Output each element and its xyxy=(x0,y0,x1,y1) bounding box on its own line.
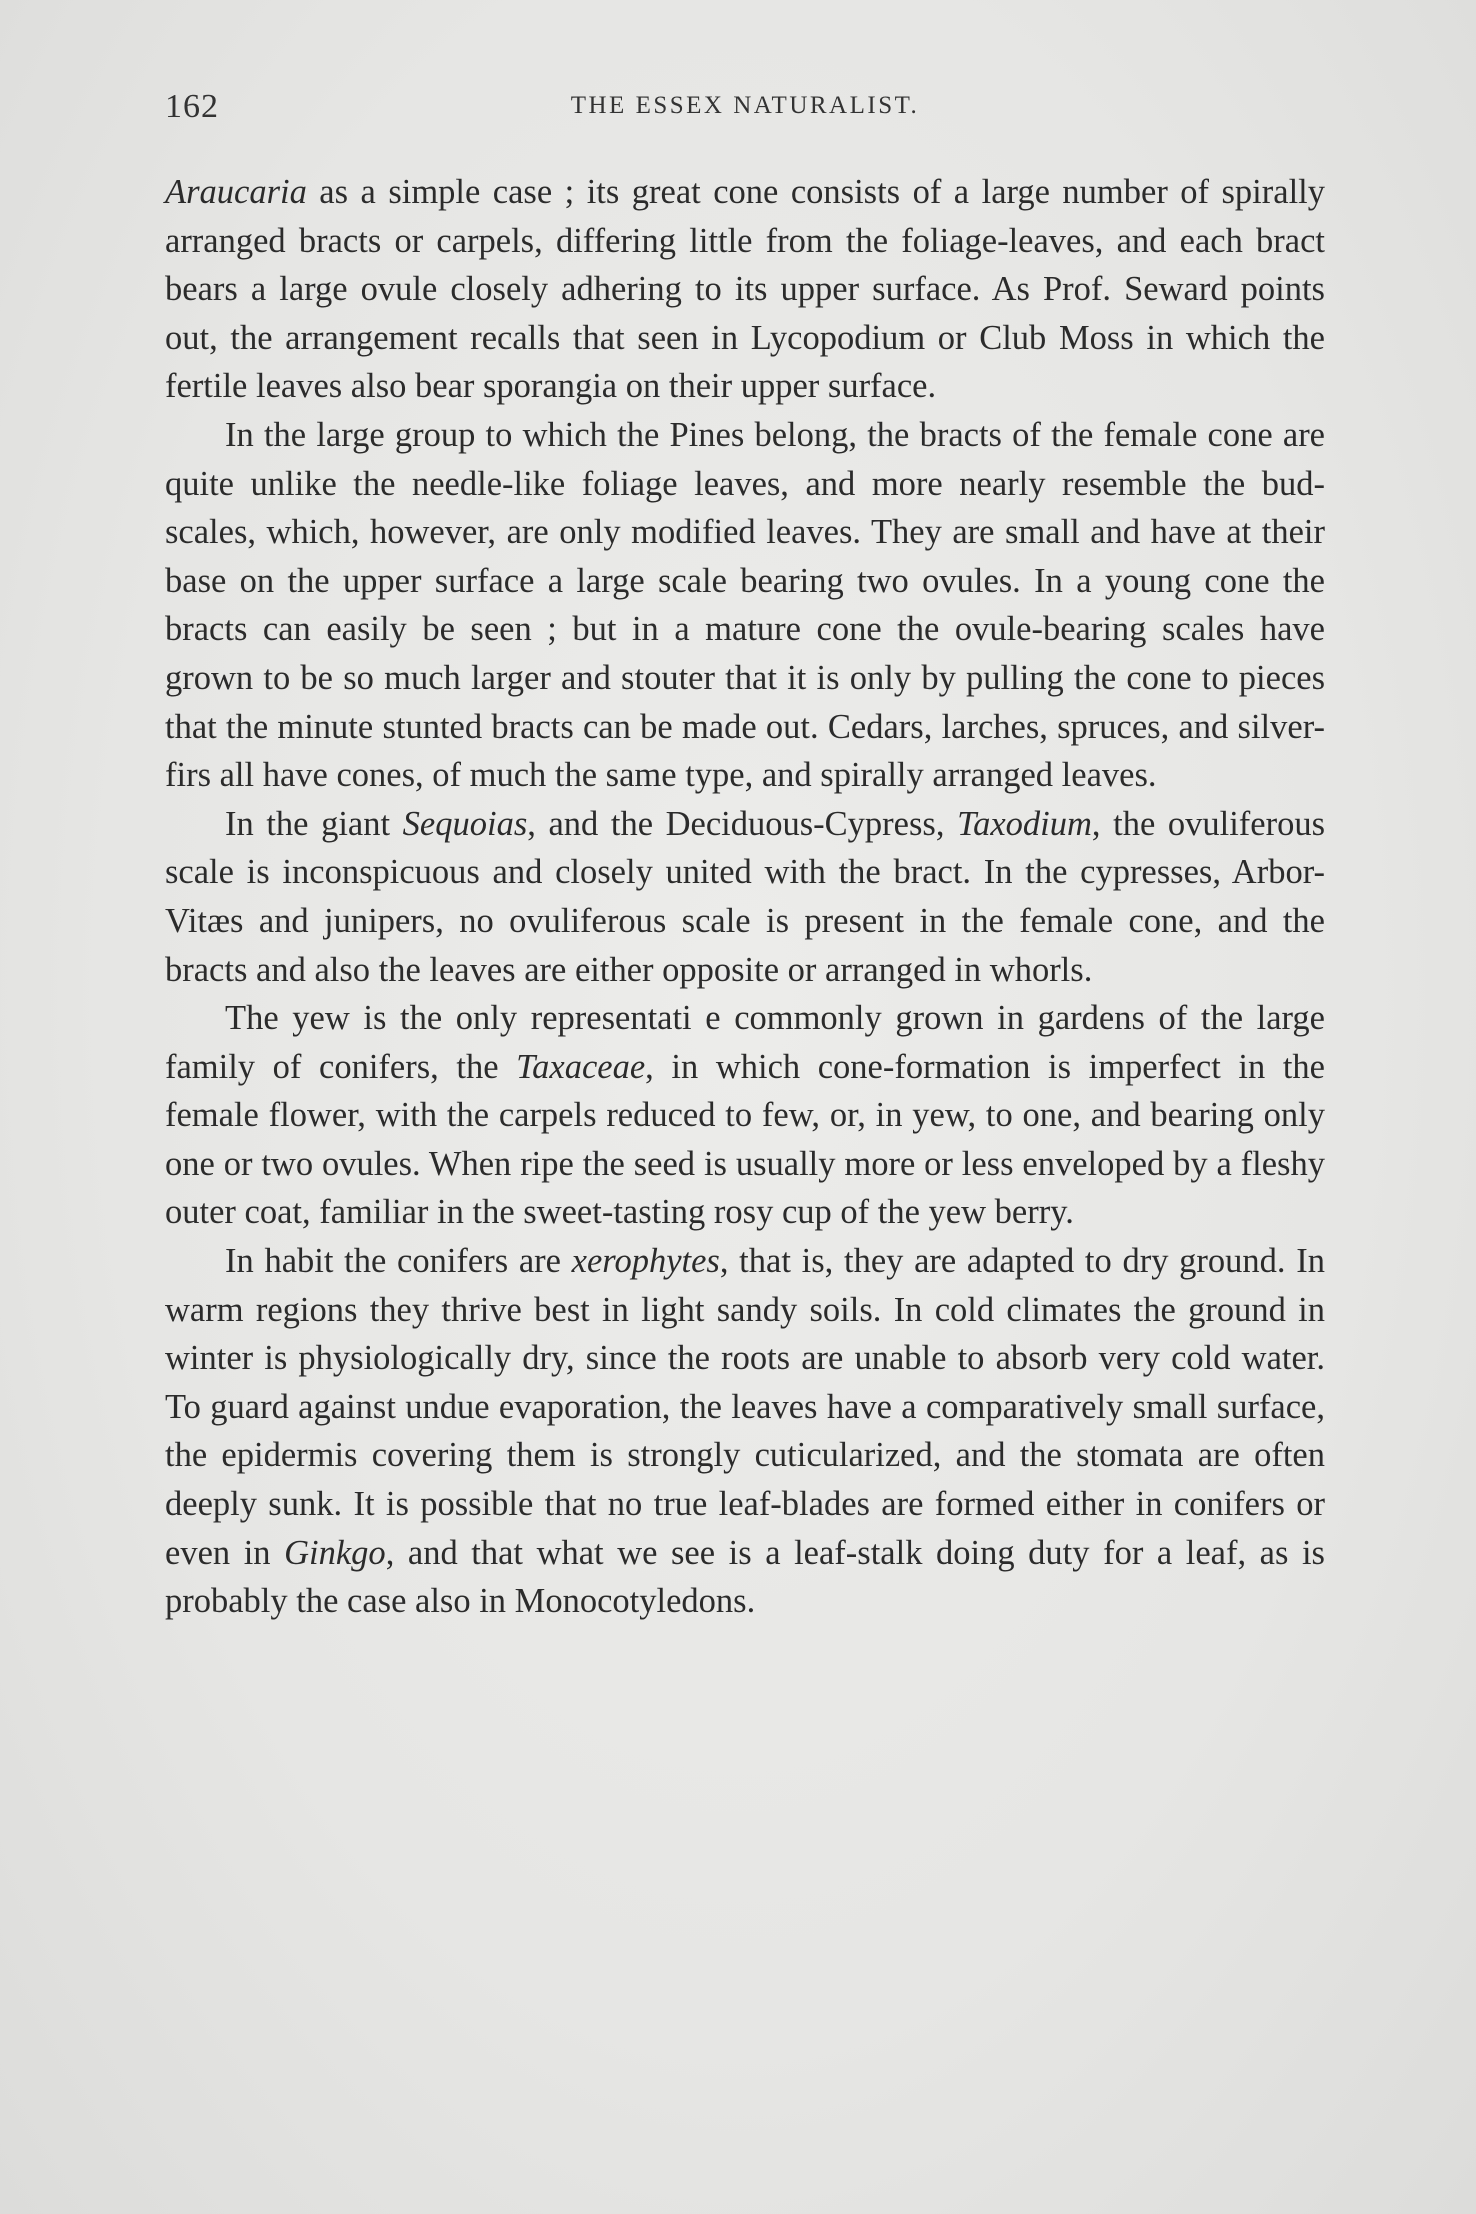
italic-term: Ginkgo xyxy=(284,1533,386,1572)
text-run: , and that what we see is a leaf-stalk doing duty for a leaf, as is probably the case also in Monocotyledons. xyxy=(165,1533,1325,1621)
paragraph xyxy=(165,411,1325,800)
italic-term: Taxodium xyxy=(957,804,1092,843)
text-run: , and the Deciduous-Cypress, xyxy=(527,804,958,843)
text-run: In the giant xyxy=(225,804,403,843)
italic-term: Sequoias xyxy=(402,804,528,843)
running-head: THE ESSEX NATURALIST. xyxy=(570,92,920,119)
text-run: , that is, they are adapted to dry ground. In warm regions they thrive best in light sandy soils. In cold climates the ground in winter is physiologically dry, since the roots are unable to absorb very cold water. To guard against undue evaporation, the leaves have a comparatively small surface, the epidermis covering them is strongly cuticularized, and the stomata are often deeply sunk. It is possible that no true leaf-blades are formed either in conifers or even in xyxy=(165,1242,1325,1572)
text-run: In the large group to which the Pines belong, the bracts of the female cone are quite unlike the needle-like foliage leaves, and more nearly resemble the bud-scales, which, however, are only modified leaves. They are small and have at their base on the upper surface a large scale bearing two ovules. In a young cone the bracts can easily be seen ; but in a mature cone the ovule-bearing scales have grown to be so much larger and stouter that it is only by pulling the cone to pieces that the minute stunted bracts can be made out. Cedars, larches, spruces, and silver-firs all have cones, of much the same type, and spirally arranged leaves. xyxy=(165,415,1325,795)
page-number: 162 xyxy=(165,88,219,125)
italic-term: xerophytes xyxy=(571,1242,720,1281)
paragraph xyxy=(165,1237,1325,1626)
text-run: In habit the conifers are xyxy=(225,1242,572,1281)
body-text xyxy=(165,168,1325,1626)
text-run: , in which cone-formation is imperfect in the female flower, with the carpels reduced to few, or, in yew, to one, and bearing only one or two ovules. When ripe the seed is usually more or less enveloped by a fleshy outer coat, familiar in the sweet-tasting rosy cup of the yew berry. xyxy=(165,1047,1325,1232)
text-run: , the ovuliferous scale is inconspicuous and closely united with the bract. In the cypresses, Arbor-Vitæs and junipers, no ovuliferous scale is present in the female cone, and the bracts and also the leaves are either opposite or arranged in whorls. xyxy=(165,804,1326,989)
paragraph xyxy=(165,800,1325,994)
italic-term: Araucaria xyxy=(165,173,307,211)
paragraph xyxy=(165,168,1325,411)
text-run: as a simple case ; its great cone consists of a large number of spirally arranged bracts or carpels, differing little from the foliage-leaves, and each bract bears a large ovule closely adhering to its upper surface. As Prof. Seward points out, the arrangement recalls that seen in Lycopodium or Club Moss in which the fertile leaves also bear sporangia on their upper surface. xyxy=(165,173,1325,406)
text-run: The yew is the only representati e commonly grown in gardens of the large family of conifers, the xyxy=(165,999,1325,1086)
page-header xyxy=(165,88,1325,128)
italic-term: Taxaceae xyxy=(516,1047,646,1086)
paragraph xyxy=(165,994,1325,1237)
